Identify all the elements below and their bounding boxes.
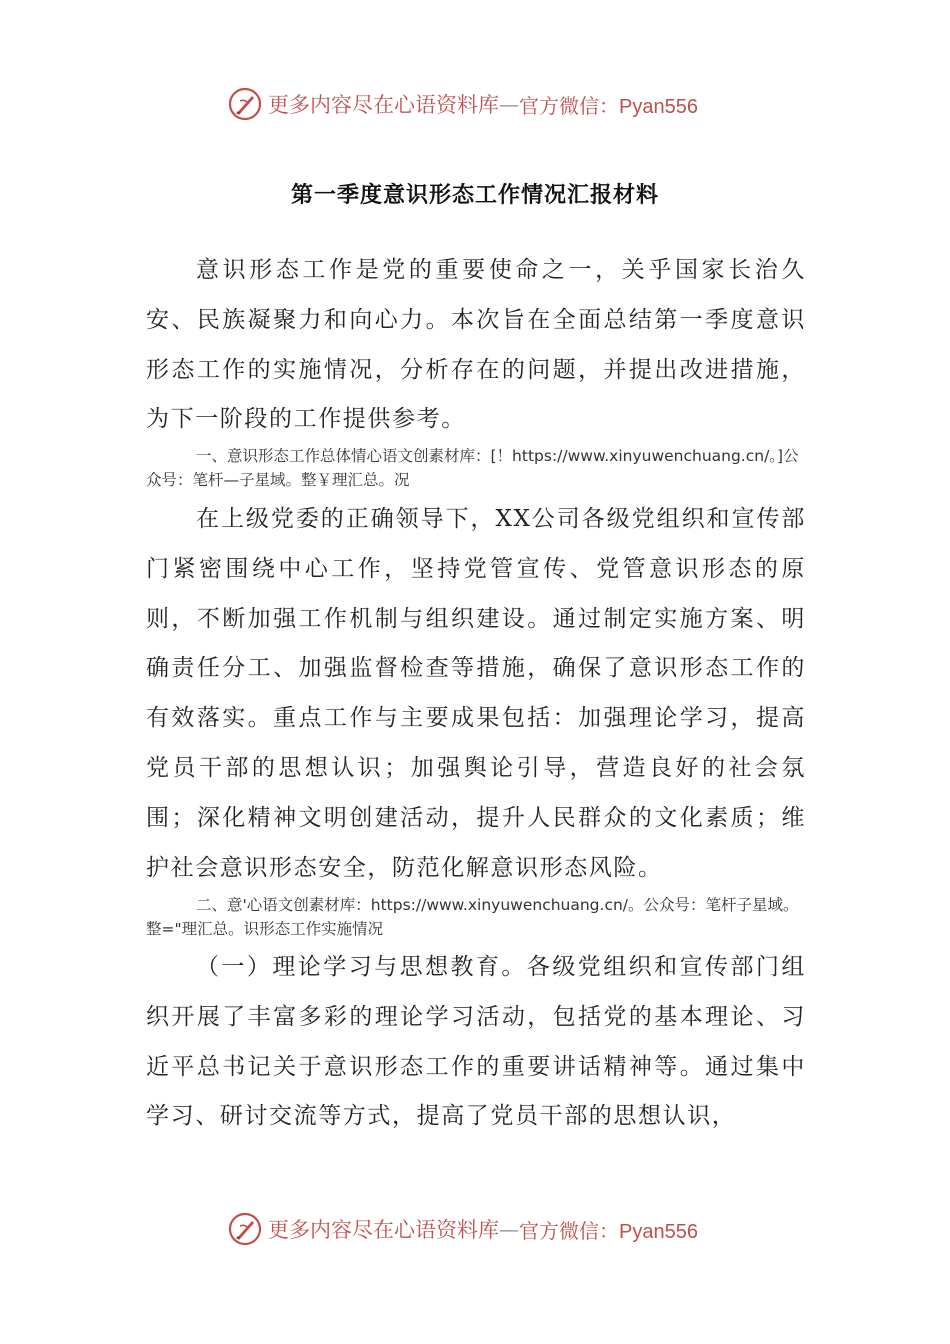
quill-pen-logo-icon — [228, 1212, 262, 1246]
quill-pen-logo-icon — [228, 87, 262, 121]
footer-separator: — — [499, 1217, 519, 1241]
banner-contact-text: 官方微信：Pyan556 — [519, 95, 698, 118]
paragraph-theory-study: （一）理论学习与思想教育。各级党组织和宣传部门组织开展了丰富多彩的理论学习活动，包括党的基本理论、习近平总书记关于意识形态工作的重要讲话精神等。通过集中学习、研讨交流等方式，提高了党员干部的思想认识， — [146, 954, 806, 1130]
paragraph-intro: 意识形态工作是党的重要使命之一，关乎国家长治久安、民族凝聚力和向心力。本次旨在全面总结第一季度意识形态工作的实施情况，分析存在的问题，并提出改进措施，为下一阶段的工作提供参考。 — [146, 257, 806, 433]
footer-contact-text: 官方微信：Pyan556 — [519, 1220, 698, 1243]
section-heading-note-1: 一、意识形态工作总体情心语文创素材库：[！https://www.xinyuwenchuang.cn/。]公众号：笔杆—子星域。整￥理汇总。况 — [146, 447, 799, 489]
document-title: 第一季度意识形态工作情况汇报材料 — [290, 183, 659, 208]
footer-site-text: 更多内容尽在心语资料库 — [268, 1218, 499, 1242]
footer-banner — [228, 1209, 698, 1249]
paragraph-overall-situation: 在上级党委的正确领导下，XX公司各级党组织和宣传部门紧密围绕中心工作，坚持党管宣传、党管意识形态的原则，不断加强工作机制与组织建设。通过制定实施方案、明确责任分工、加强监督检查等措施，确保了意识形态工作的有效落实。重点工作与主要成果包括：加强理论学习，提高党员干部的思想认识；加强舆论引导，营造良好的社会氛围；深化精神文明创建活动，提升人民群众的文化素质；维护社会意识形态安全，防范化解意识形态风险。 — [146, 506, 806, 881]
banner-site-text: 更多内容尽在心语资料库 — [268, 93, 499, 117]
banner-separator: — — [499, 92, 519, 116]
header-banner — [228, 84, 698, 124]
section-heading-note-2: 二、意'心语文创素材库：https://www.xinyuwenchuang.cn/。公众号：笔杆子星域。整="理汇总。识形态工作实施情况 — [146, 896, 799, 938]
